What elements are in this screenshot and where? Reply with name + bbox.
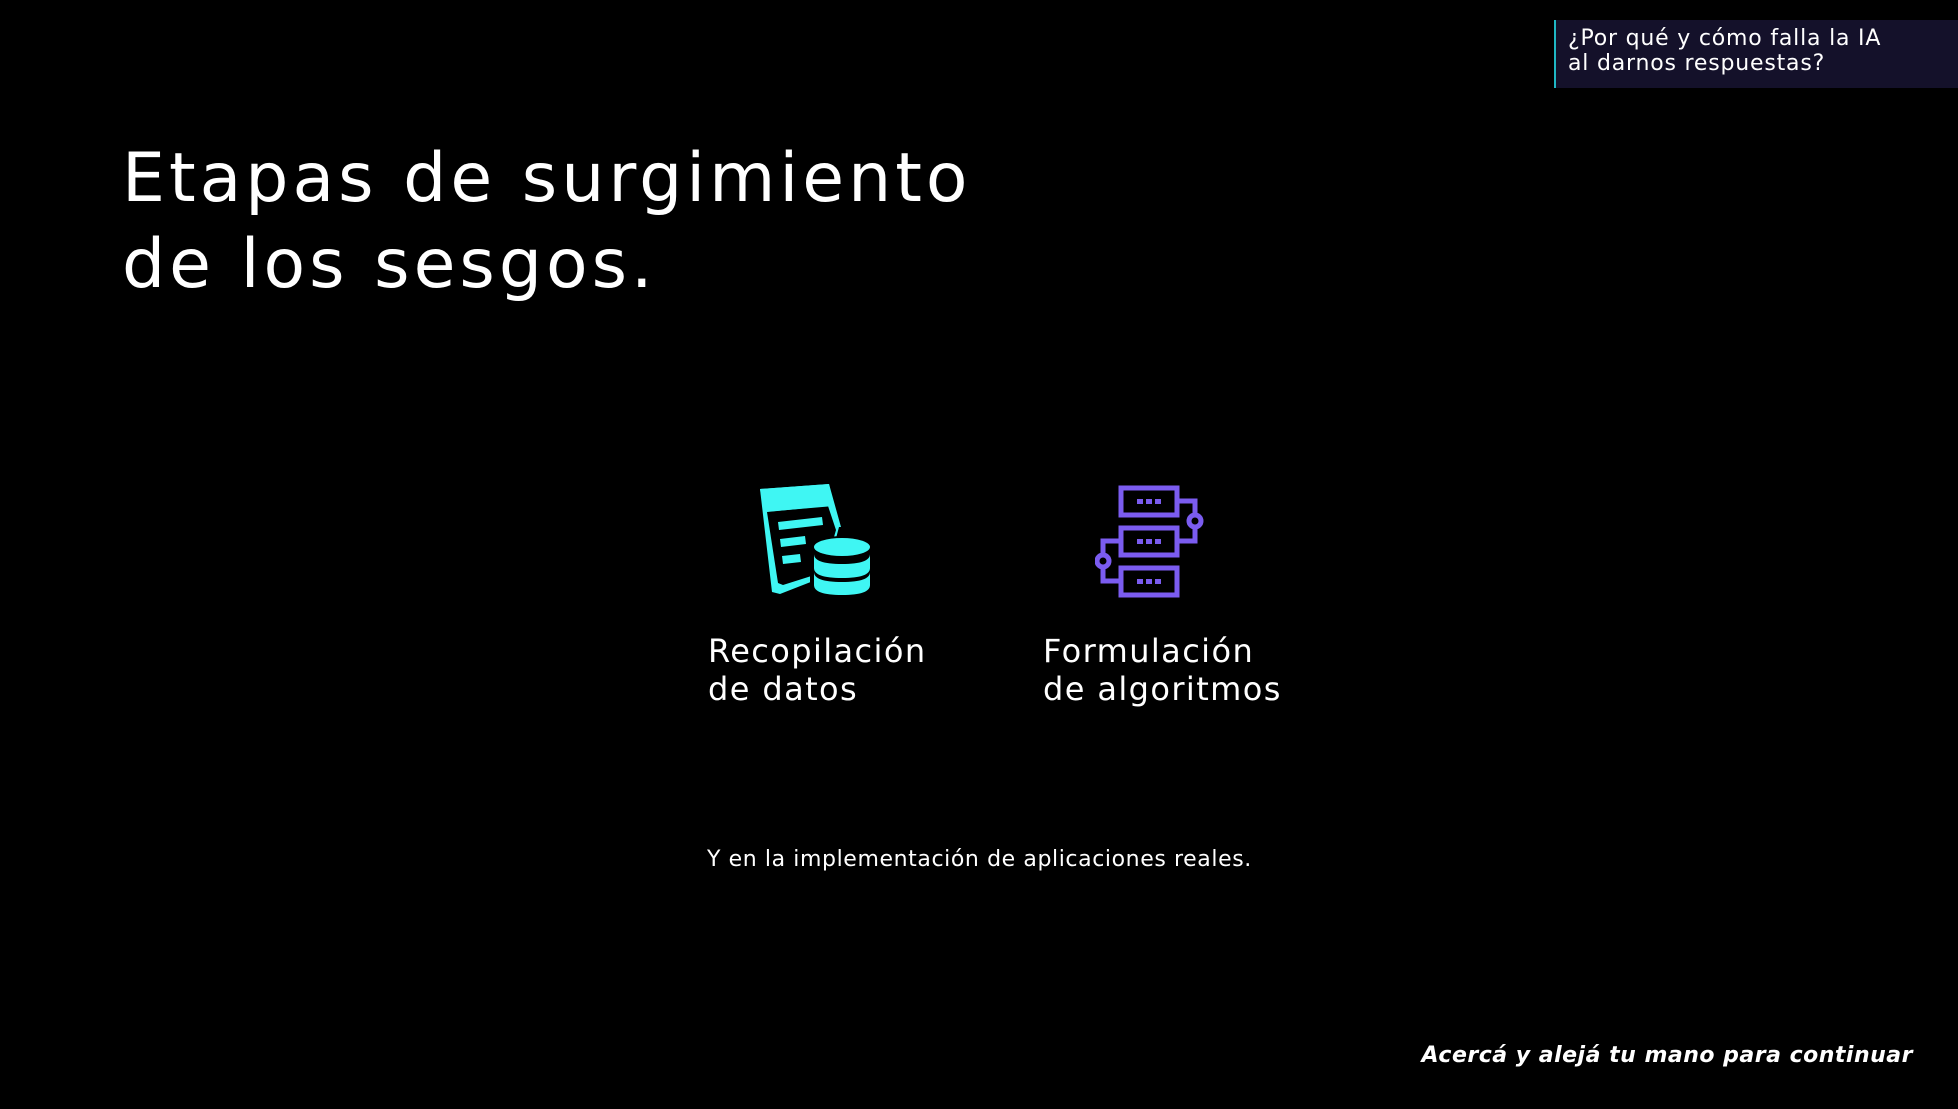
stage-label-line-1: Recopilación bbox=[708, 632, 927, 670]
slide-title-line-1: Etapas de surgimiento bbox=[122, 139, 972, 218]
algorithm-flow-icon bbox=[1095, 484, 1211, 600]
stage-data-collection bbox=[708, 484, 988, 708]
stage-label bbox=[1043, 632, 1323, 708]
slide-title-line-2: de los sesgos. bbox=[122, 225, 657, 304]
topic-badge bbox=[1554, 20, 1958, 88]
stage-algorithm-formulation bbox=[1043, 484, 1323, 708]
implementation-note: Y en la implementación de aplicaciones reales. bbox=[707, 847, 1252, 872]
stage-label bbox=[708, 632, 988, 708]
topic-line-1: ¿Por qué y cómo falla la IA bbox=[1568, 26, 1882, 51]
stage-label-line-2: de algoritmos bbox=[1043, 670, 1282, 708]
document-database-icon bbox=[758, 484, 874, 600]
stage-label-line-1: Formulación bbox=[1043, 632, 1255, 670]
gesture-hint: Acercá y alejá tu mano para continuar bbox=[1421, 1043, 1913, 1068]
slide-title bbox=[122, 136, 971, 308]
topic-line-2: al darnos respuestas? bbox=[1568, 51, 1826, 76]
stage-label-line-2: de datos bbox=[708, 670, 859, 708]
